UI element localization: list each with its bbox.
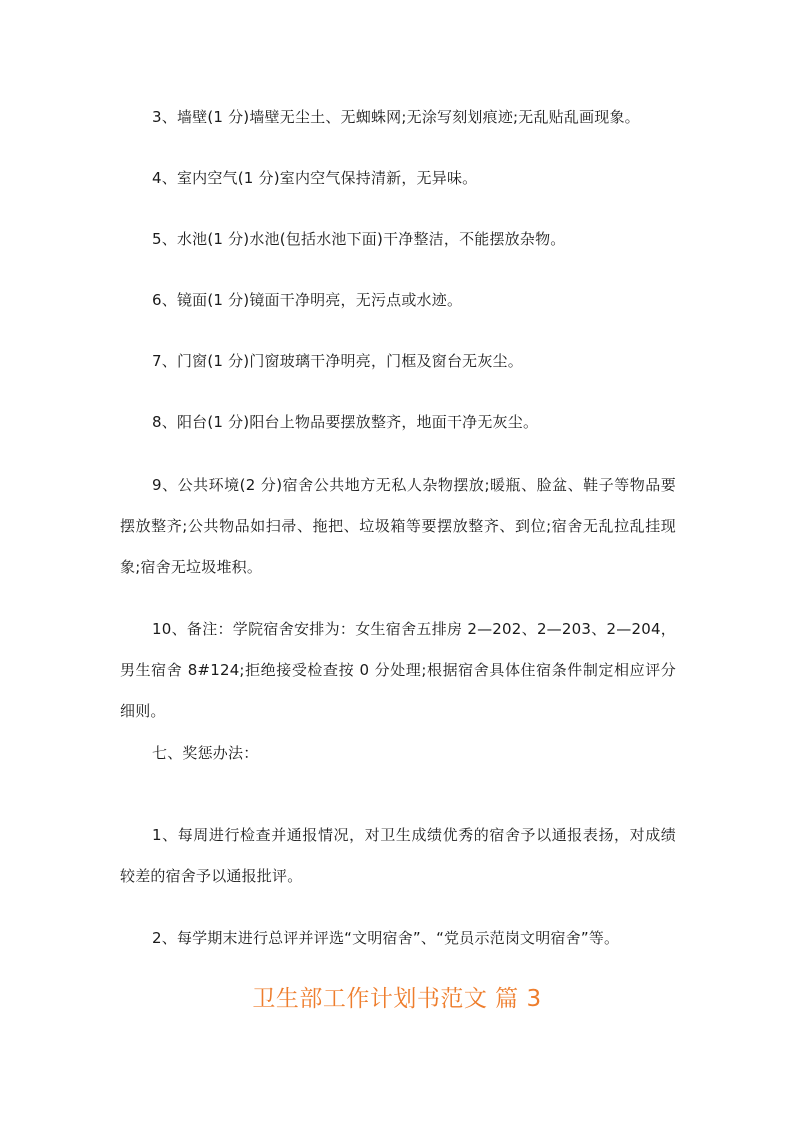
paragraph-mirror: 6、镜面(1 分)镜面干净明亮，无污点或水迹。 [152,291,463,309]
paragraph-sink: 5、水池(1 分)水池(包括水池下面)干净整洁，不能摆放杂物。 [152,230,566,248]
paragraph-doors-windows: 7、门窗(1 分)门窗玻璃干净明亮，门框及窗台无灰尘。 [152,352,523,370]
paragraph-public-environment: 9、公共环境(2 分)宿舍公共地方无私人杂物摆放;暖瓶、脸盆、鞋子等物品要摆放整齐;公共物品如扫帚、拖把、垃圾箱等要摆放整齐、到位;宿舍无乱拉乱挂现象;宿舍无垃圾堆积。 [120,476,676,576]
paragraph-notes: 10、备注：学院宿舍安排为：女生宿舍五排房 2—202、2—203、2—204，男生宿舍 8#124;拒绝接受检查按 0 分处理;根据宿舍具体住宿条件制定相应评分细则。 [120,620,676,720]
paragraph-balcony: 8、阳台(1 分)阳台上物品要摆放整齐，地面干净无灰尘。 [152,413,539,431]
section-heading: 卫生部工作计划书范文 篇 3 [252,986,542,1012]
paragraph-term-evaluation: 2、每学期末进行总评并评选“文明宿舍”、“党员示范岗文明宿舍”等。 [152,929,620,947]
paragraph-indoor-air: 4、室内空气(1 分)室内空气保持清新，无异味。 [152,169,478,187]
paragraph-wall: 3、墙壁(1 分)墙壁无尘土、无蜘蛛网;无涂写刻划痕迹;无乱贴乱画现象。 [152,108,640,126]
paragraph-rewards-heading: 七、奖惩办法： [152,744,259,762]
paragraph-weekly-inspection: 1、每周进行检查并通报情况，对卫生成绩优秀的宿舍予以通报表扬，对成绩较差的宿舍予以通报批评。 [120,826,676,885]
